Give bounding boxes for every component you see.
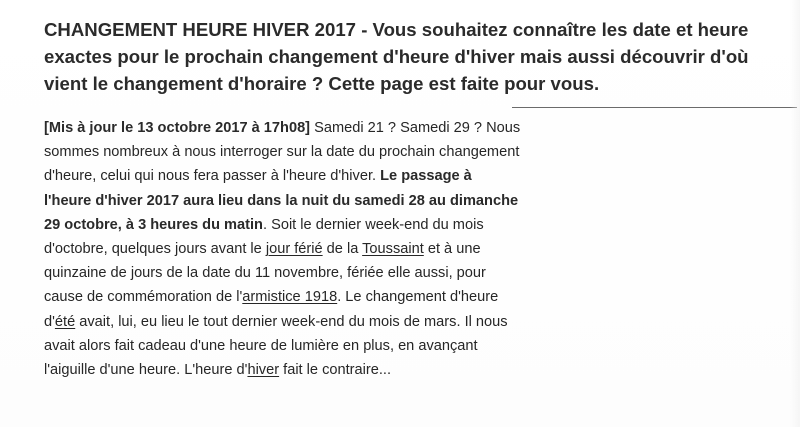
body-segment-4: et à une quinzaine de jours de la date du 11 novembre, fériée elle aussi, pour cause de commémoration de l' <box>44 241 486 306</box>
body-segment-1: Samedi 21 ? Samedi 29 ? Nous sommes nombreux à nous interroger sur la date du prochain changement d'heure, celui qui nous fera passer à l'heure d'hiver. <box>44 120 521 185</box>
update-label: [Mis à jour le 13 octobre 2017 à 17h08] <box>44 120 311 136</box>
headline-divider <box>512 107 797 108</box>
body-segment-6: avait, lui, eu lieu le tout dernier week-end du mois de mars. Il nous avait alors fait cadeau d'une heure de lumière en plus, en avançant l'aiguille d'une heure. L'heure d' <box>44 313 508 379</box>
scan-edge-shading <box>790 0 800 427</box>
bold-passage: Le passage à l'heure d'hiver 2017 aura lieu dans la nuit du samedi 28 au dimanche 29 octobre, à 3 heures du matin <box>44 168 519 233</box>
link-jour-ferie[interactable]: jour férié <box>265 241 323 258</box>
link-armistice-1918[interactable]: armistice 1918 <box>242 289 338 306</box>
article-body <box>44 116 522 382</box>
body-segment-7: fait le contraire... <box>279 362 392 379</box>
body-segment-3: de la <box>322 241 363 258</box>
link-hiver[interactable]: hiver <box>247 362 280 379</box>
article-headline: CHANGEMENT HEURE HIVER 2017 - Vous souhaitez connaître les date et heure exactes pour le prochain changement d'heure d'hiver mais aussi découvrir d'où vient le changement d'horaire ? Cette page est faite pour vous. <box>44 19 749 94</box>
body-segment-2: . Soit le dernier week-end du mois d'octobre, quelques jours avant le <box>44 216 484 258</box>
body-segment-5: . Le changement d'heure d' <box>44 289 499 330</box>
link-toussaint[interactable]: Toussaint <box>362 241 424 258</box>
link-ete[interactable]: été <box>54 313 76 330</box>
